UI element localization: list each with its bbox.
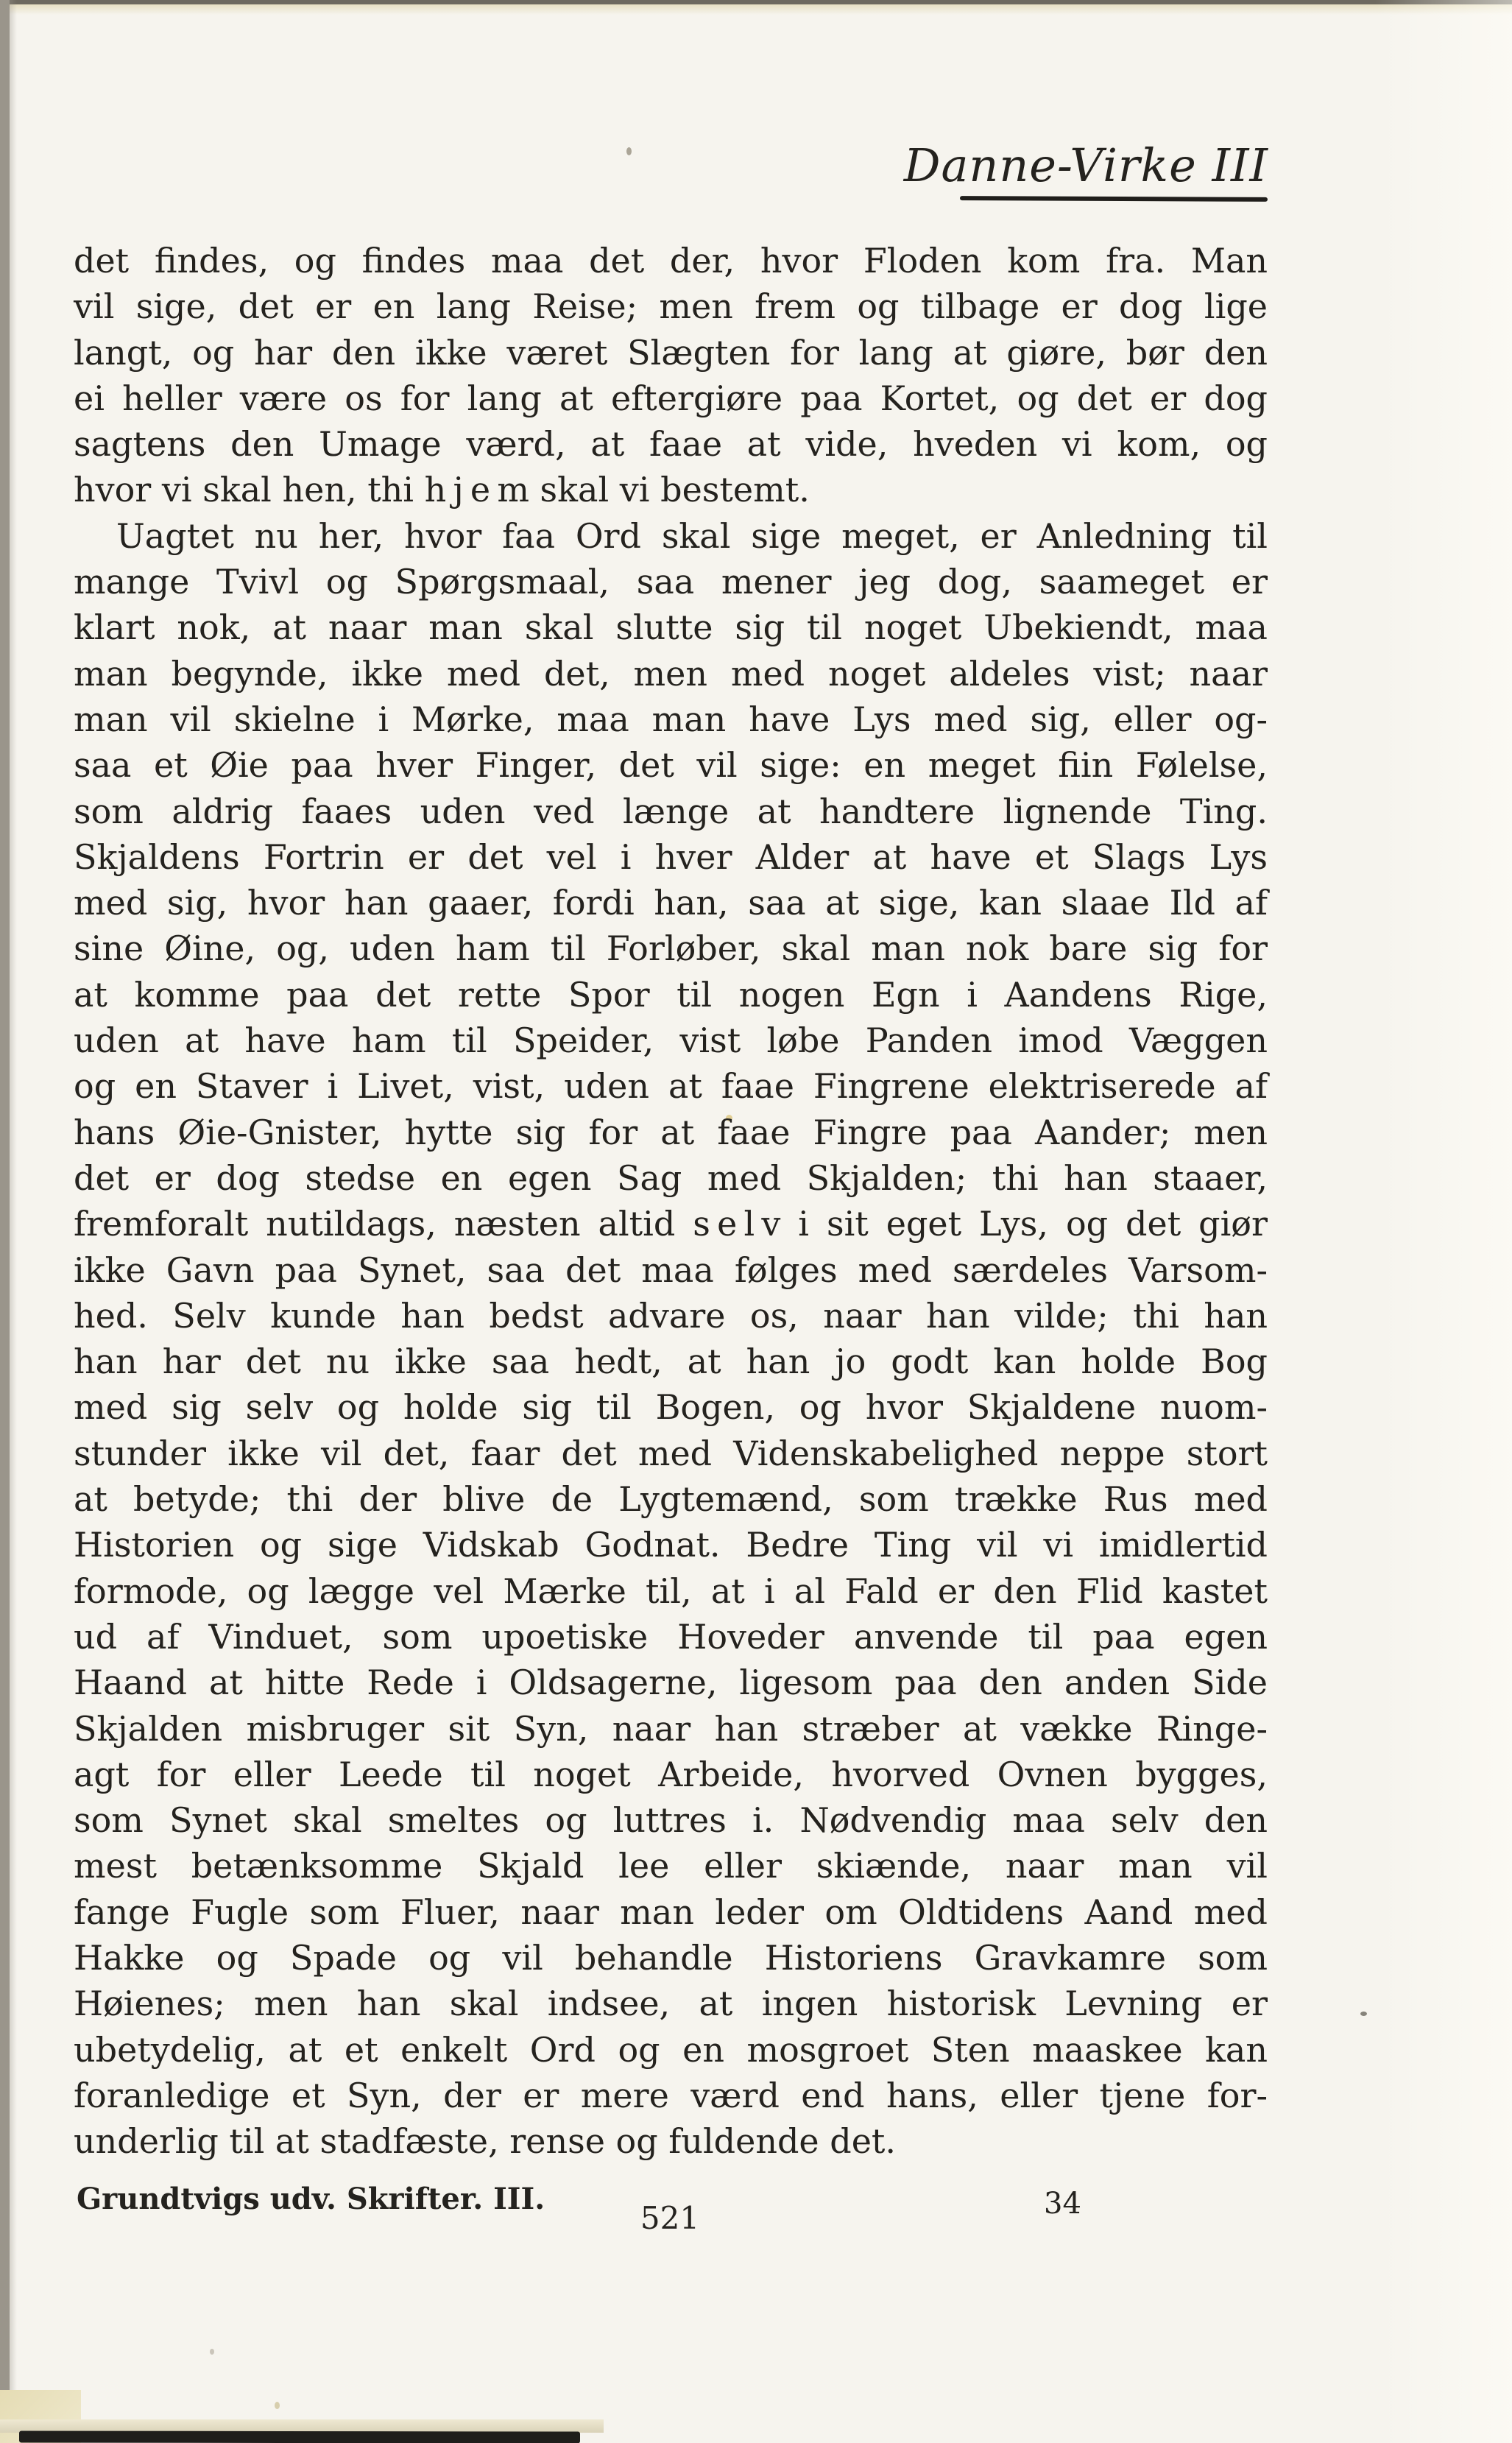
signature-number: 34 (1044, 2187, 1081, 2221)
scan-edge-right-highlight (1375, 0, 1512, 2443)
text-line: det findes, og findes maa det der, hvor Floden kom fra. Man (74, 241, 1268, 281)
text-line: ubetydelig, at et enkelt Ord og en mosgroet Sten maaskee kan (74, 2029, 1268, 2070)
text-line: Historien og sige Vidskab Godnat. Bedre Ting vil vi imidlertid (74, 1525, 1268, 1565)
text-line: med sig, hvor han gaaer, fordi han, saa at sige, kan slaae Ild af (74, 883, 1268, 923)
text-line: ei heller være os for lang at eftergiøre paa Kortet, og det er dog (74, 378, 1268, 418)
text-line: og en Staver i Livet, vist, uden at faae Fingrene elektriserede af (74, 1066, 1268, 1107)
text-line: hans Øie-Gnister, hytte sig for at faae Fingre paa Aander; men (74, 1112, 1268, 1152)
scan-edge-left (0, 0, 10, 2416)
text-line: som aldrig faaes uden ved længe at handtere lignende Ting. (74, 791, 1268, 831)
text-line: underlig til at stadfæste, rense og fuldende det. (74, 2121, 897, 2162)
text-line: sagtens den Umage værd, at faae at vide, hveden vi kom, og (74, 424, 1268, 465)
text-line: ikke Gavn paa Synet, saa det maa følges med særdeles Varsom- (74, 1249, 1268, 1290)
text-line: vil sige, det er en lang Reise; men frem og tilbage er dog lige (74, 286, 1268, 327)
text-line: fremforalt nutildags, næsten altid s e l v i sit eget Lys, og det giør (74, 1204, 1268, 1244)
text-line: formode, og lægge vel Mærke til, at i al Fald er den Flid kastet (74, 1570, 1268, 1611)
text-line: uden at have ham til Speider, vist løbe Panden imod Væggen (74, 1020, 1268, 1061)
text-line: Høienes; men han skal indsee, at ingen historisk Levning er (74, 1984, 1268, 2024)
text-line: saa et Øie paa hver Finger, det vil sige: en meget fiin Følelse, (74, 745, 1268, 786)
text-line: at betyde; thi der blive de Lygtemænd, som trække Rus med (74, 1479, 1268, 1520)
text-line: klart nok, at naar man skal slutte sig til noget Ubekiendt, maa (74, 607, 1268, 648)
paper-speck (275, 2402, 280, 2409)
paper-speck (1360, 2012, 1367, 2016)
scan-edge-top-cream (0, 4, 1512, 15)
text-line: hvor vi skal hen, thi h j e m skal vi bestemt. (74, 470, 810, 510)
text-line: det er dog stedse en egen Sag med Skjalden; thi han staaer, (74, 1157, 1268, 1198)
text-line: hed. Selv kunde han bedst advare os, naar han vilde; thi han (74, 1295, 1268, 1336)
text-line: man begynde, ikke med det, men med noget aldeles vist; naar (74, 653, 1268, 694)
text-line: Hakke og Spade og vil behandle Historiens Gravkamre som (74, 1937, 1268, 1978)
text-line: han har det nu ikke saa hedt, at han jo godt kan holde Bog (74, 1342, 1268, 1382)
text-line: ud af Vinduet, som upoetiske Hoveder anvende til paa egen (74, 1616, 1268, 1657)
body-text (74, 238, 1268, 2164)
text-line: Haand at hitte Rede i Oldsagerne, ligesom paa den anden Side (74, 1663, 1268, 1703)
text-line: stunder ikke vil det, faar det med Videnskabelighed neppe stort (74, 1433, 1268, 1473)
text-line: at komme paa det rette Spor til nogen Egn i Aandens Rige, (74, 974, 1268, 1015)
text-line: man vil skielne i Mørke, maa man have Lys med sig, eller og- (74, 699, 1268, 739)
text-line: agt for eller Leede til noget Arbeide, hvorved Ovnen bygges, (74, 1754, 1268, 1794)
scan-artifact-bottom-bar (19, 2430, 580, 2443)
paper-speck (626, 147, 632, 155)
running-header-title: Danne-Virke III (903, 138, 1268, 192)
text-line: sine Øine, og, uden ham til Forløber, skal man nok bare sig for (74, 928, 1268, 969)
header-rule (960, 196, 1268, 202)
text-line: langt, og har den ikke været Slægten for lang at giøre, bør den (74, 332, 1268, 373)
text-line: mange Tvivl og Spørgsmaal, saa mener jeg dog, saameget er (74, 562, 1268, 602)
text-line: med sig selv og holde sig til Bogen, og hvor Skjaldene nuom- (74, 1387, 1268, 1428)
text-line: Uagtet nu her, hvor faa Ord skal sige meget, er Anledning til (116, 515, 1268, 556)
scan-edge-left-shadow (10, 0, 17, 2416)
text-line: mest betænksomme Skjald lee eller skiænde, naar man vil (74, 1846, 1268, 1886)
text-line: Skjaldens Fortrin er det vel i hver Alder at have et Slags Lys (74, 836, 1268, 877)
paper-speck (210, 2349, 214, 2355)
footer-series-title: Grundtvigs udv. Skrifter. III. (77, 2182, 545, 2216)
text-line: Skjalden misbruger sit Syn, naar han stræber at vække Ringe- (74, 1708, 1268, 1749)
page-number: 521 (640, 2200, 700, 2236)
text-line: foranledige et Syn, der er mere værd end hans, eller tjene for- (74, 2075, 1268, 2115)
text-line: fange Fugle som Fluer, naar man leder om Oldtidens Aand med (74, 1892, 1268, 1932)
text-line: som Synet skal smeltes og luttres i. Nødvendig maa selv den (74, 1800, 1268, 1841)
